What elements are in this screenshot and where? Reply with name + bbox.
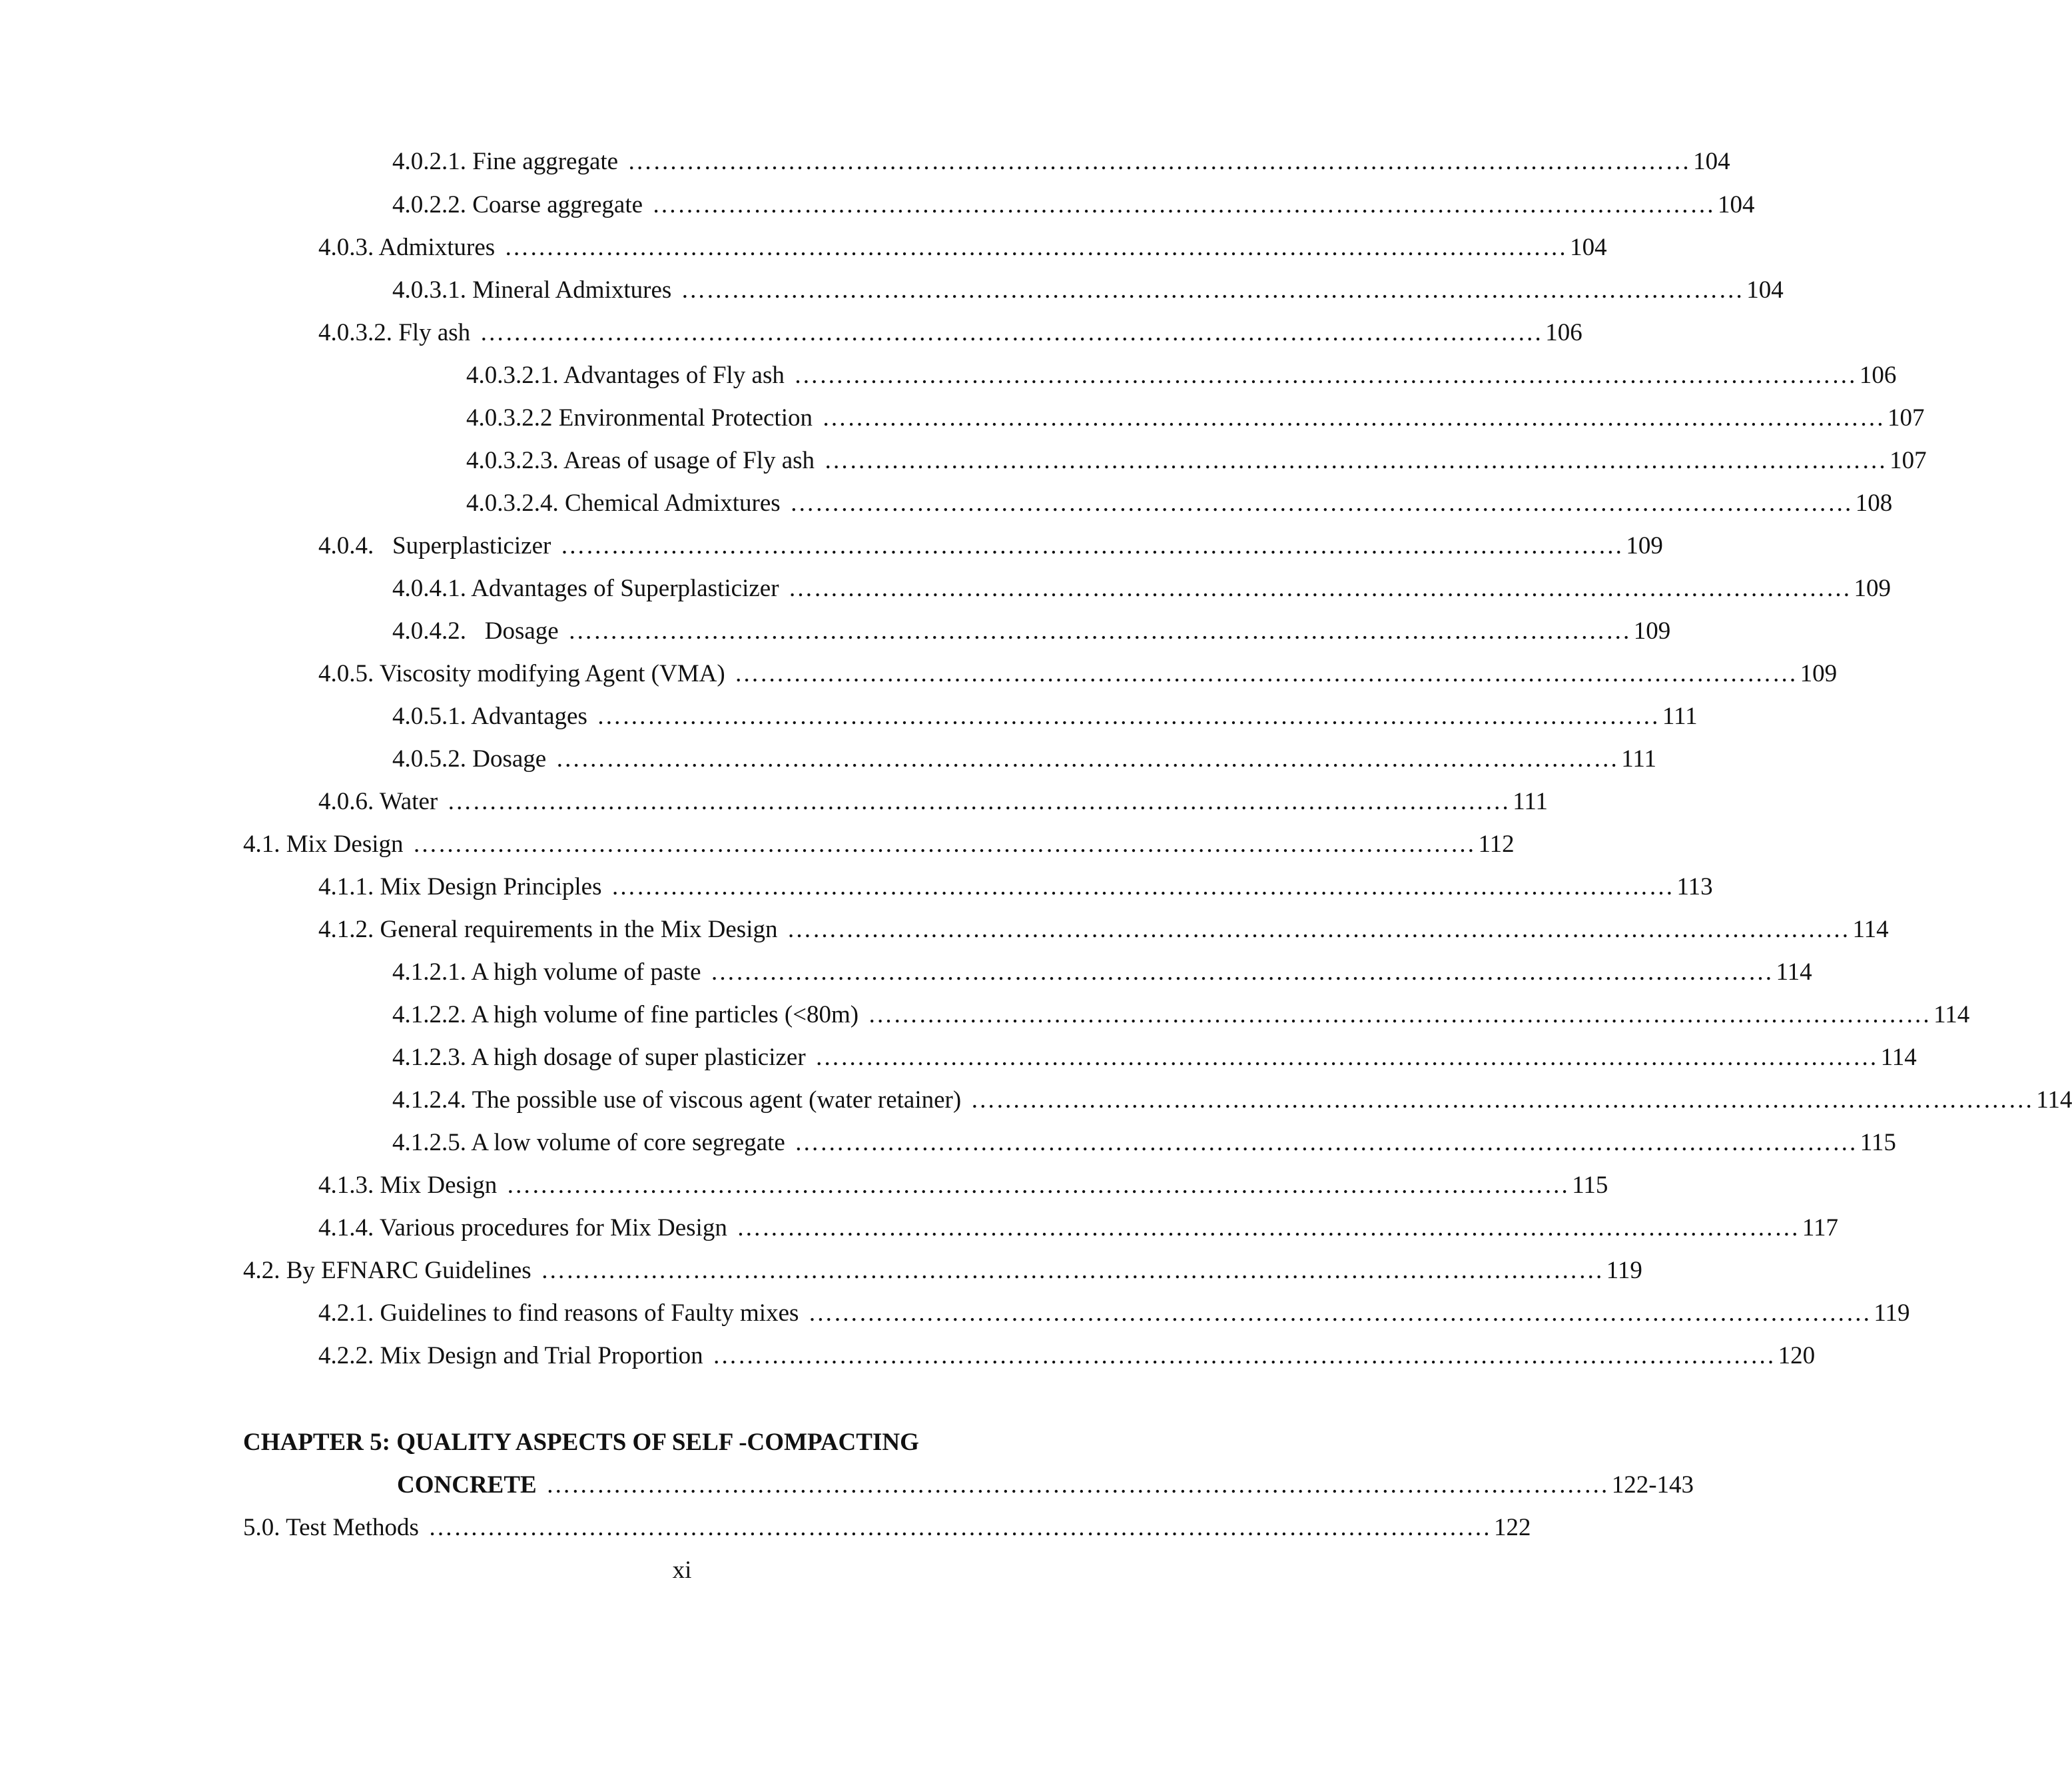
toc-entry-label: 4.1.3. Mix Design [318,1172,498,1199]
dot-leader: ……………………………………………………………………………………………………………… [555,745,1619,773]
dot-leader: ……………………………………………………………………………………………………………… [652,191,1716,218]
toc-entry-label: 4.2. By EFNARC Guidelines [243,1257,531,1284]
toc-entry [392,143,1730,180]
dot-leader: ……………………………………………………………………………………………………………… [447,788,1511,815]
toc-entry [243,1509,1531,1547]
toc-entry-page: 109 [1626,532,1663,559]
dot-leader: ……………………………………………………………………………………………………………… [504,234,1568,261]
toc-entry [318,869,1713,906]
toc-entry-label: 4.0.3.2.2 Environmental Protection [466,404,813,432]
toc-entry [392,272,1784,309]
toc-entry [392,698,1698,735]
toc-entry [392,186,1755,224]
toc-entry-page: 104 [1570,234,1607,261]
dot-leader: ……………………………………………………………………………………………………………… [560,532,1624,559]
chapter-heading: CHAPTER 5: QUALITY ASPECTS OF SELF -COMPACTING [243,1429,919,1456]
toc-entry-label: 4.2.2. Mix Design and Trial Proportion [318,1342,703,1369]
toc-entry [392,1082,2072,1119]
toc-entry-page: 104 [1693,148,1730,175]
toc-entry-label: 4.0.6. Water [318,788,438,815]
page-number-footer: xi [672,1557,692,1584]
toc-entry-page: 114 [1933,1001,1970,1028]
toc-entry [392,996,1970,1034]
toc-entry-label: 4.0.5.1. Advantages [392,703,587,730]
toc-entry-page: 108 [1855,490,1893,517]
toc-entry [318,655,1838,693]
toc-entry [466,400,1925,437]
toc-entry [392,570,1892,607]
dot-leader: ……………………………………………………………………………………………………………… [793,362,1857,389]
dot-leader: ……………………………………………………………………………………………………………… [788,575,1852,602]
chapter-heading-label: CONCRETE [397,1471,537,1499]
toc-entry-page: 114 [2036,1086,2072,1114]
toc-entry [318,783,1549,821]
dot-leader: ……………………………………………………………………………………………………………… [824,447,1888,474]
toc-entry-label: 4.1. Mix Design [243,831,404,858]
dot-leader: ……………………………………………………………………………………………………………… [970,1086,2034,1114]
toc-entry-label: 4.1.1. Mix Design Principles [318,873,602,900]
toc-entry [318,528,1663,565]
toc-entry-page: 107 [1890,447,1927,474]
toc-entry-page: 114 [1776,958,1812,986]
toc-entry-label: 4.0.5. Viscosity modifying Agent (VMA) [318,660,725,687]
toc-entry-label: 4.0.3.2.1. Advantages of Fly ash [466,362,785,389]
toc-entry-page: 114 [1852,916,1889,943]
dot-leader: ……………………………………………………………………………………………………………… [681,276,1744,304]
toc-entry-label: 4.0.4.2. Dosage [392,617,559,645]
toc-entry-page: 106 [1545,319,1582,346]
toc-entry-label: 4.1.2.5. A low volume of core segregate [392,1129,785,1156]
dot-leader: ……………………………………………………………………………………………………………… [710,958,1774,986]
toc-entry-page: 111 [1662,703,1698,730]
toc-entry-label: 4.0.3.2.4. Chemical Admixtures [466,490,781,517]
dot-leader: ……………………………………………………………………………………………………………… [794,1129,1858,1156]
dot-leader: ……………………………………………………………………………………………………………… [815,1044,1878,1071]
toc-entry [466,485,1893,522]
toc-entry [318,229,1607,266]
toc-entry-page: 112 [1478,831,1515,858]
toc-entry-page: 115 [1860,1129,1896,1156]
dot-leader: ……………………………………………………………………………………………………………… [627,148,1691,175]
toc-entry-label: 4.0.3.1. Mineral Admixtures [392,276,672,304]
dot-leader: ……………………………………………………………………………………………………………… [506,1172,1570,1199]
toc-entry-page: 104 [1718,191,1755,218]
dot-leader: ……………………………………………………………………………………………………………… [736,1214,1800,1241]
toc-entry-page: 109 [1633,617,1671,645]
toc-entry-page: 120 [1778,1342,1816,1369]
toc-entry-label: 4.0.3. Admixtures [318,234,496,261]
toc-entry-page: 114 [1880,1044,1917,1071]
dot-leader: ……………………………………………………………………………………………………………… [596,703,1660,730]
toc-entry-label: 4.0.2.2. Coarse aggregate [392,191,643,218]
toc-entry [392,613,1671,650]
toc-entry [392,954,1812,991]
toc-entry-page: 111 [1513,788,1549,815]
toc-entry-label: 4.0.4.1. Advantages of Superplasticizer [392,575,779,602]
chapter-heading-continuation [397,1467,1694,1504]
toc-entry [392,1039,1917,1076]
toc-entry-page: 104 [1746,276,1784,304]
toc-entry-label: 4.1.2.1. A high volume of paste [392,958,701,986]
dot-leader: ……………………………………………………………………………………………………………… [545,1471,1609,1499]
toc-entry-label: 4.0.3.2.3. Areas of usage of Fly ash [466,447,815,474]
toc-entry-label: 4.0.3.2. Fly ash [318,319,471,346]
dot-leader: ……………………………………………………………………………………………………………… [787,916,1850,943]
dot-leader: ……………………………………………………………………………………………………………… [428,1514,1491,1541]
toc-entry-label: 4.1.2.2. A high volume of fine particles (<80m) [392,1001,859,1028]
dot-leader: ……………………………………………………………………………………………………………… [412,831,1476,858]
toc-entry-label: 4.0.4. Superplasticizer [318,532,551,559]
toc-entry-label: 5.0. Test Methods [243,1514,419,1541]
toc-entry-label: 4.2.1. Guidelines to find reasons of Faulty mixes [318,1299,799,1327]
toc-entry [466,357,1897,394]
toc-entry [243,826,1515,863]
dot-leader: ……………………………………………………………………………………………………………… [789,490,1853,517]
toc-entry-label: 4.1.2.3. A high dosage of super plasticizer [392,1044,806,1071]
toc-entry [318,1210,1838,1247]
toc-entry [392,741,1656,778]
toc-entry-page: 122 [1493,1514,1531,1541]
dot-leader: ……………………………………………………………………………………………………………… [480,319,1543,346]
toc-entry [318,314,1582,352]
chapter-page-range: 122-143 [1611,1471,1694,1499]
dot-leader: ……………………………………………………………………………………………………………… [734,660,1798,687]
toc-entry-page: 119 [1606,1257,1642,1284]
toc-entry-label: 4.1.2. General requirements in the Mix Design [318,916,778,943]
dot-leader: ……………………………………………………………………………………………………………… [821,404,1885,432]
toc-entry [243,1252,1642,1289]
toc-entry-page: 109 [1854,575,1892,602]
dot-leader: ……………………………………………………………………………………………………………… [567,617,1631,645]
toc-entry-page: 115 [1572,1172,1608,1199]
toc-entry-page: 119 [1874,1299,1910,1327]
dot-leader: ……………………………………………………………………………………………………………… [540,1257,1604,1284]
dot-leader: ……………………………………………………………………………………………………………… [808,1299,1872,1327]
toc-entry-label: 4.1.4. Various procedures for Mix Design [318,1214,727,1241]
dot-leader: ……………………………………………………………………………………………………………… [712,1342,1776,1369]
toc-entry [466,442,1927,480]
toc-entry [318,1167,1608,1204]
toc-entry-page: 117 [1802,1214,1838,1241]
toc-entry [392,1124,1896,1162]
toc-entry-page: 113 [1676,873,1713,900]
toc-entry-page: 109 [1800,660,1838,687]
dot-leader: ……………………………………………………………………………………………………………… [611,873,1674,900]
toc-entry-label: 4.1.2.4. The possible use of viscous agent (water retainer) [392,1086,962,1114]
dot-leader: ……………………………………………………………………………………………………………… [868,1001,1931,1028]
toc-entry-label: 4.0.2.1. Fine aggregate [392,148,619,175]
toc-entry [318,1337,1816,1375]
toc-entry-page: 107 [1887,404,1925,432]
toc-entry [318,911,1889,948]
toc-entry [318,1295,1910,1332]
toc-entry-page: 106 [1859,362,1897,389]
toc-entry-label: 4.0.5.2. Dosage [392,745,547,773]
toc-entry-page: 111 [1621,745,1656,773]
